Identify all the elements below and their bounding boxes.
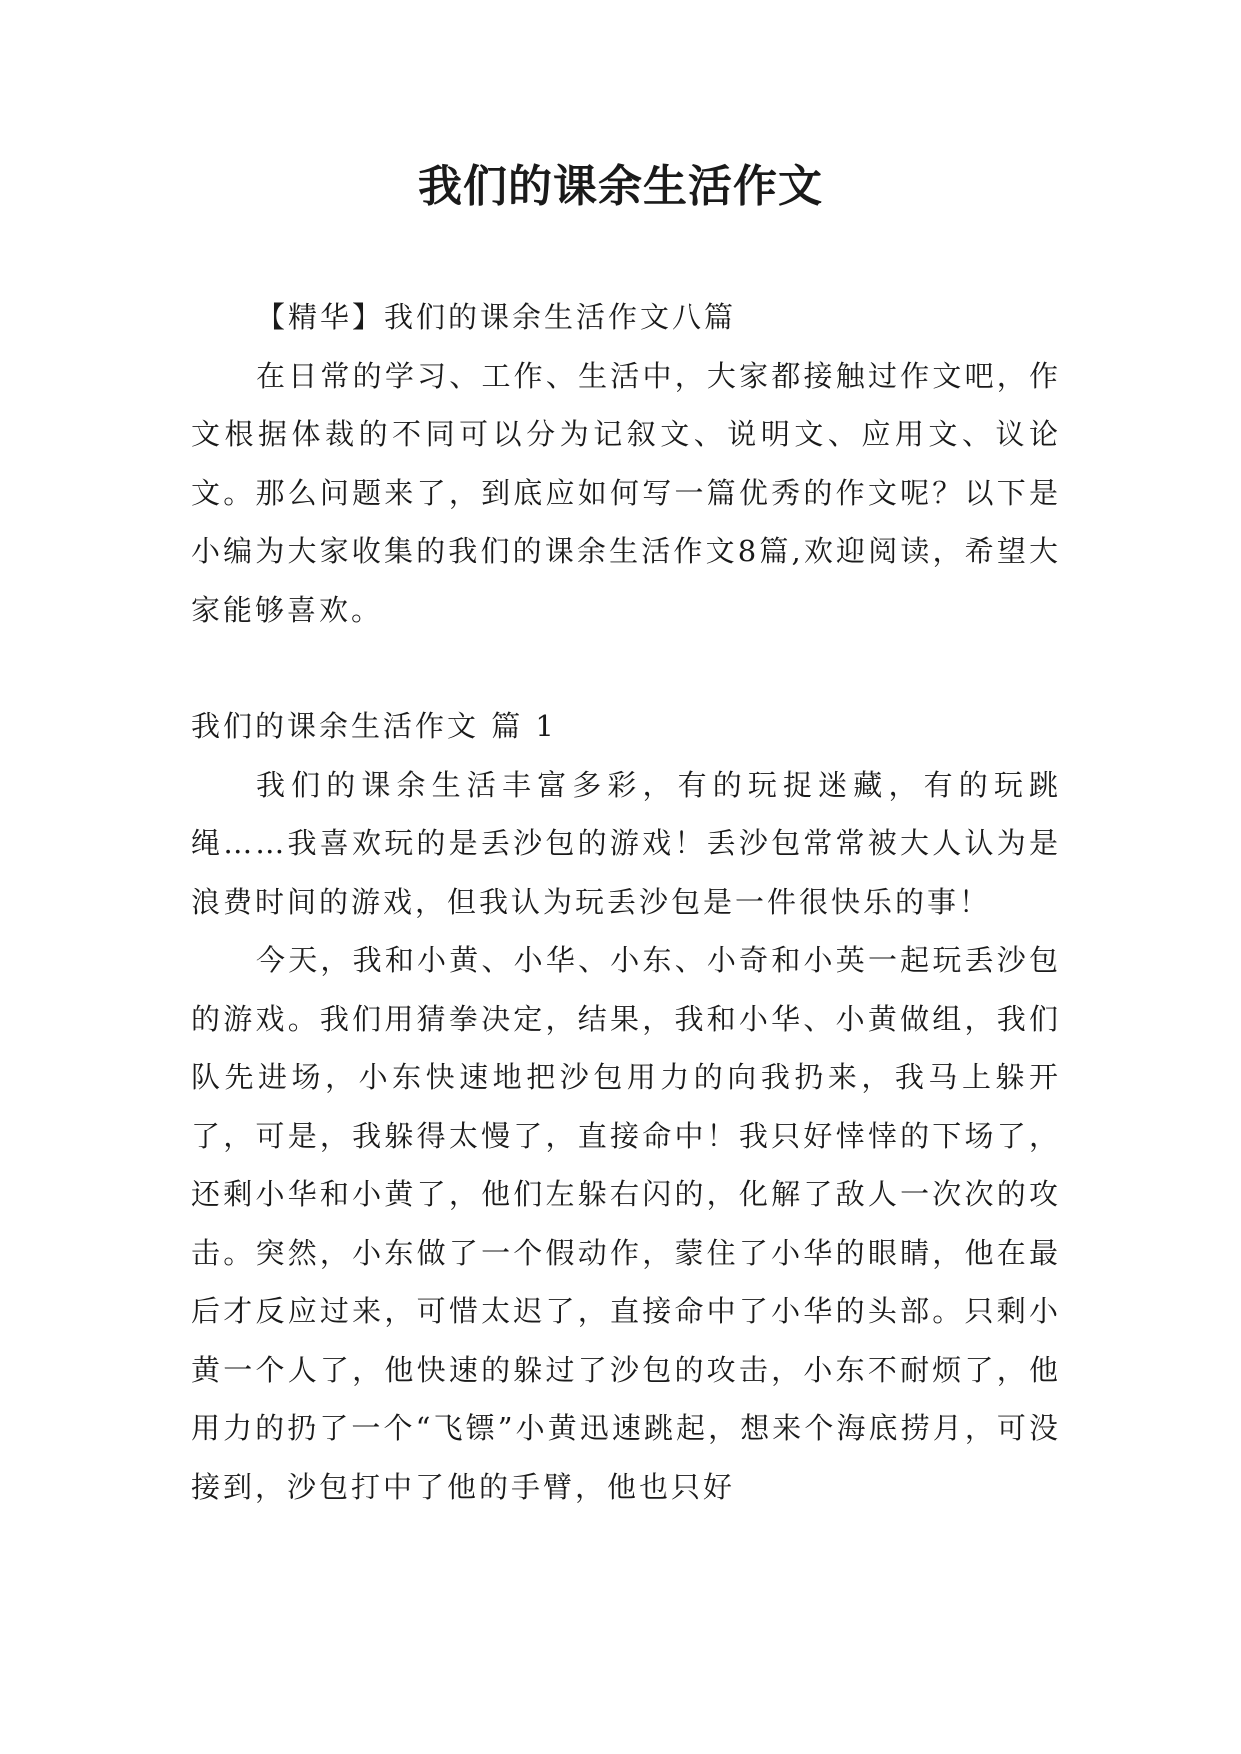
page-title: 我们的课余生活作文 [418,161,823,212]
document-subtitle: 【精华】我们的课余生活作文八篇 [256,300,737,334]
section-spacer [191,639,1061,697]
section-heading: 我们的课余生活作文 篇 1 [191,709,557,743]
intro-paragraph: 在日常的学习、工作、生活中，大家都接触过作文吧，作文根据体裁的不同可以分为记叙文、说明文、应用文、议论文。那么问题来了，到底应如何写一篇优秀的作文呢？以下是小编为大家收集的我们的课余生活作文8篇,欢迎阅读，希望大家能够喜欢。 [191,358,1061,627]
document-body [191,288,1061,1516]
section-paragraph: 我们的课余生活丰富多彩，有的玩捉迷藏，有的玩跳绳……我喜欢玩的是丢沙包的游戏！丢沙包常常被大人认为是浪费时间的游戏，但我认为玩丢沙包是一件很快乐的事！ [191,767,1061,919]
section-paragraph: 今天，我和小黄、小华、小东、小奇和小英一起玩丢沙包的游戏。我们用猜拳决定，结果，我和小华、小黄做组，我们队先进场，小东快速地把沙包用力的向我扔来，我马上躲开了，可是，我躲得太慢了，直接命中！我只好悻悻的下场了，还剩小华和小黄了，他们左躲右闪的，化解了敌人一次次的攻击。突然，小东做了一个假动作，蒙住了小华的眼睛，他在最后才反应过来，可惜太迟了，直接命中了小华的头部。只剩小黄一个人了，他快速的躲过了沙包的攻击，小东不耐烦了，他用力的扔了一个“飞镖”小黄迅速跳起，想来个海底捞月，可没接到，沙包打中了他的手臂，他也只好 [191,943,1061,1504]
